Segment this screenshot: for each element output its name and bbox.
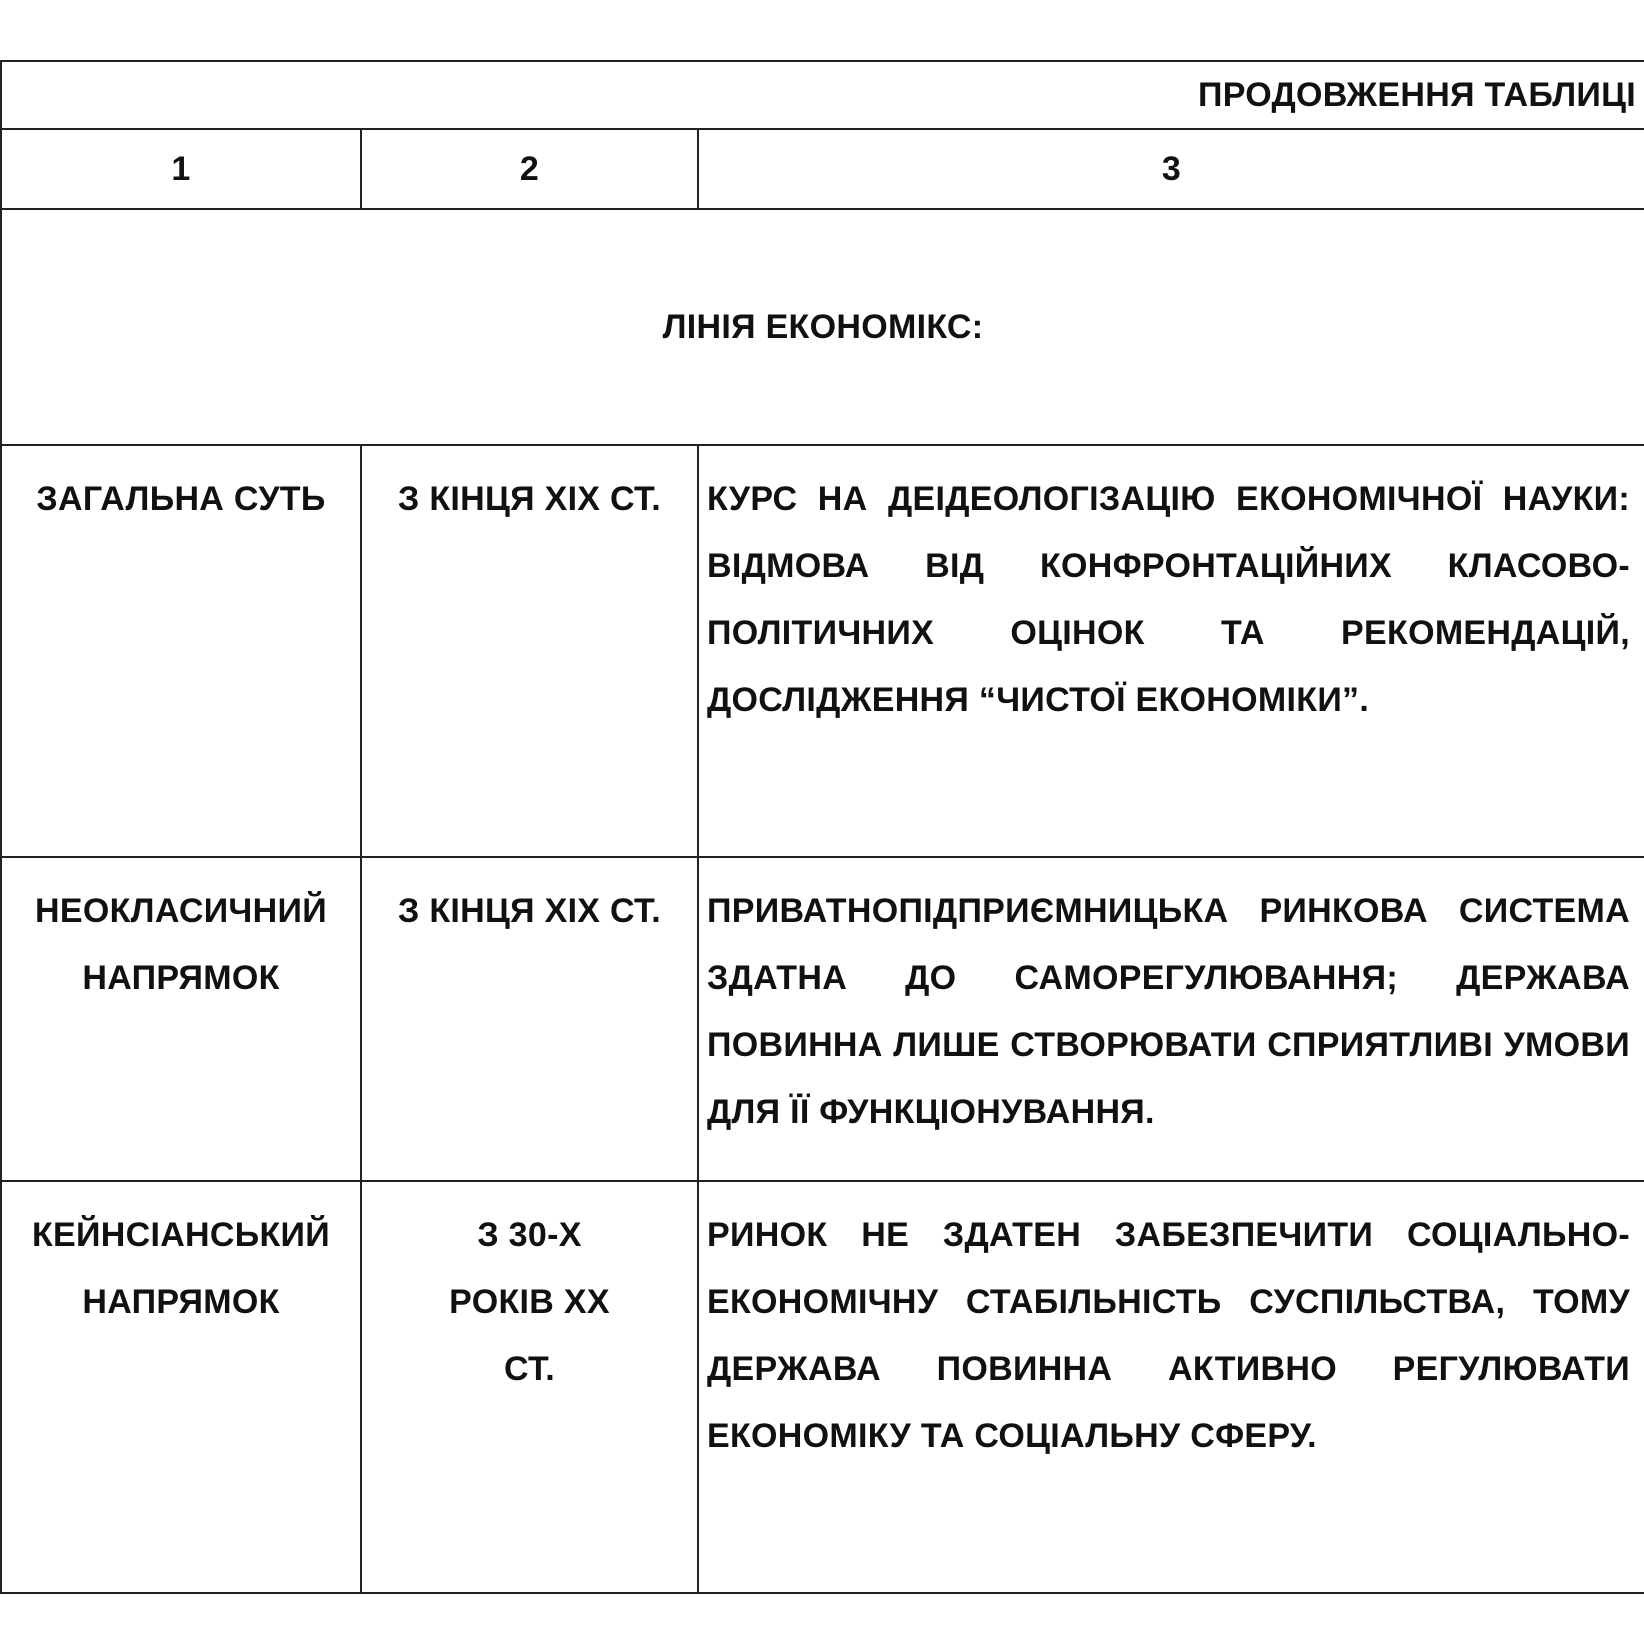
section-title-row xyxy=(1,209,1644,445)
table-row xyxy=(1,445,1644,857)
direction-period xyxy=(361,1181,698,1593)
direction-description-text: ПРИВАТНОПІДПРИЄМНИЦЬКА РИНКОВА СИСТЕМА ЗДАТНА ДО САМОРЕГУЛЮВАННЯ; ДЕРЖАВА ПОВИННА ЛИШЕ СТВОРЮВАТИ СПРИЯТЛИВІ УМОВИ ДЛЯ ЇЇ ФУНКЦІОНУВАННЯ. xyxy=(707,892,1631,1131)
table-row xyxy=(1,857,1644,1181)
continuation-row xyxy=(1,61,1644,129)
direction-period-text: З КІНЦЯ XIX СТ. xyxy=(397,892,662,930)
direction-description xyxy=(698,857,1644,1181)
direction-name xyxy=(1,857,361,1181)
direction-period-text: З КІНЦЯ XIX СТ. xyxy=(397,480,662,518)
direction-name xyxy=(1,1181,361,1593)
direction-description xyxy=(698,1181,1644,1593)
continuation-label: ПРОДОВЖЕННЯ ТАБЛИЦІ xyxy=(1,61,1644,129)
direction-description-text: КУРС НА ДЕІДЕОЛОГІЗАЦІЮ ЕКОНОМІЧНОЇ НАУКИ: ВІДМОВА ВІД КОНФРОНТАЦІЙНИХ КЛАСОВО-ПОЛІТИЧНИХ ОЦІНОК ТА РЕКОМЕНДАЦІЙ, ДОСЛІДЖЕННЯ “ЧИСТОЇ ЕКОНОМІКИ”. xyxy=(707,480,1631,719)
direction-name xyxy=(1,445,361,857)
direction-name-text: КЕЙНСІАНСЬКИЙ НАПРЯМОК xyxy=(31,1216,331,1321)
economics-table xyxy=(0,60,1644,1594)
column-number-row xyxy=(1,129,1644,209)
column-number-3: 3 xyxy=(698,129,1644,209)
column-number-2: 2 xyxy=(361,129,698,209)
direction-name-text: ЗАГАЛЬНА СУТЬ xyxy=(36,480,326,518)
direction-description-text: РИНОК НЕ ЗДАТЕН ЗАБЕЗПЕЧИТИ СОЦІАЛЬНО-ЕКОНОМІЧНУ СТАБІЛЬНІСТЬ СУСПІЛЬСТВА, ТОМУ ДЕРЖАВА ПОВИННА АКТИВНО РЕГУЛЮВАТИ ЕКОНОМІКУ ТА СОЦІАЛЬНУ СФЕРУ. xyxy=(707,1216,1631,1455)
direction-description xyxy=(698,445,1644,857)
table-row xyxy=(1,1181,1644,1593)
direction-period xyxy=(361,857,698,1181)
section-title: ЛІНІЯ ЕКОНОМІКС: xyxy=(1,209,1644,445)
direction-name-text: НЕОКЛАСИЧНИЙ НАПРЯМОК xyxy=(35,892,327,997)
direction-period xyxy=(361,445,698,857)
direction-period-text: З 30-Х РОКІВ XX СТ. xyxy=(449,1216,610,1388)
column-number-1: 1 xyxy=(1,129,361,209)
